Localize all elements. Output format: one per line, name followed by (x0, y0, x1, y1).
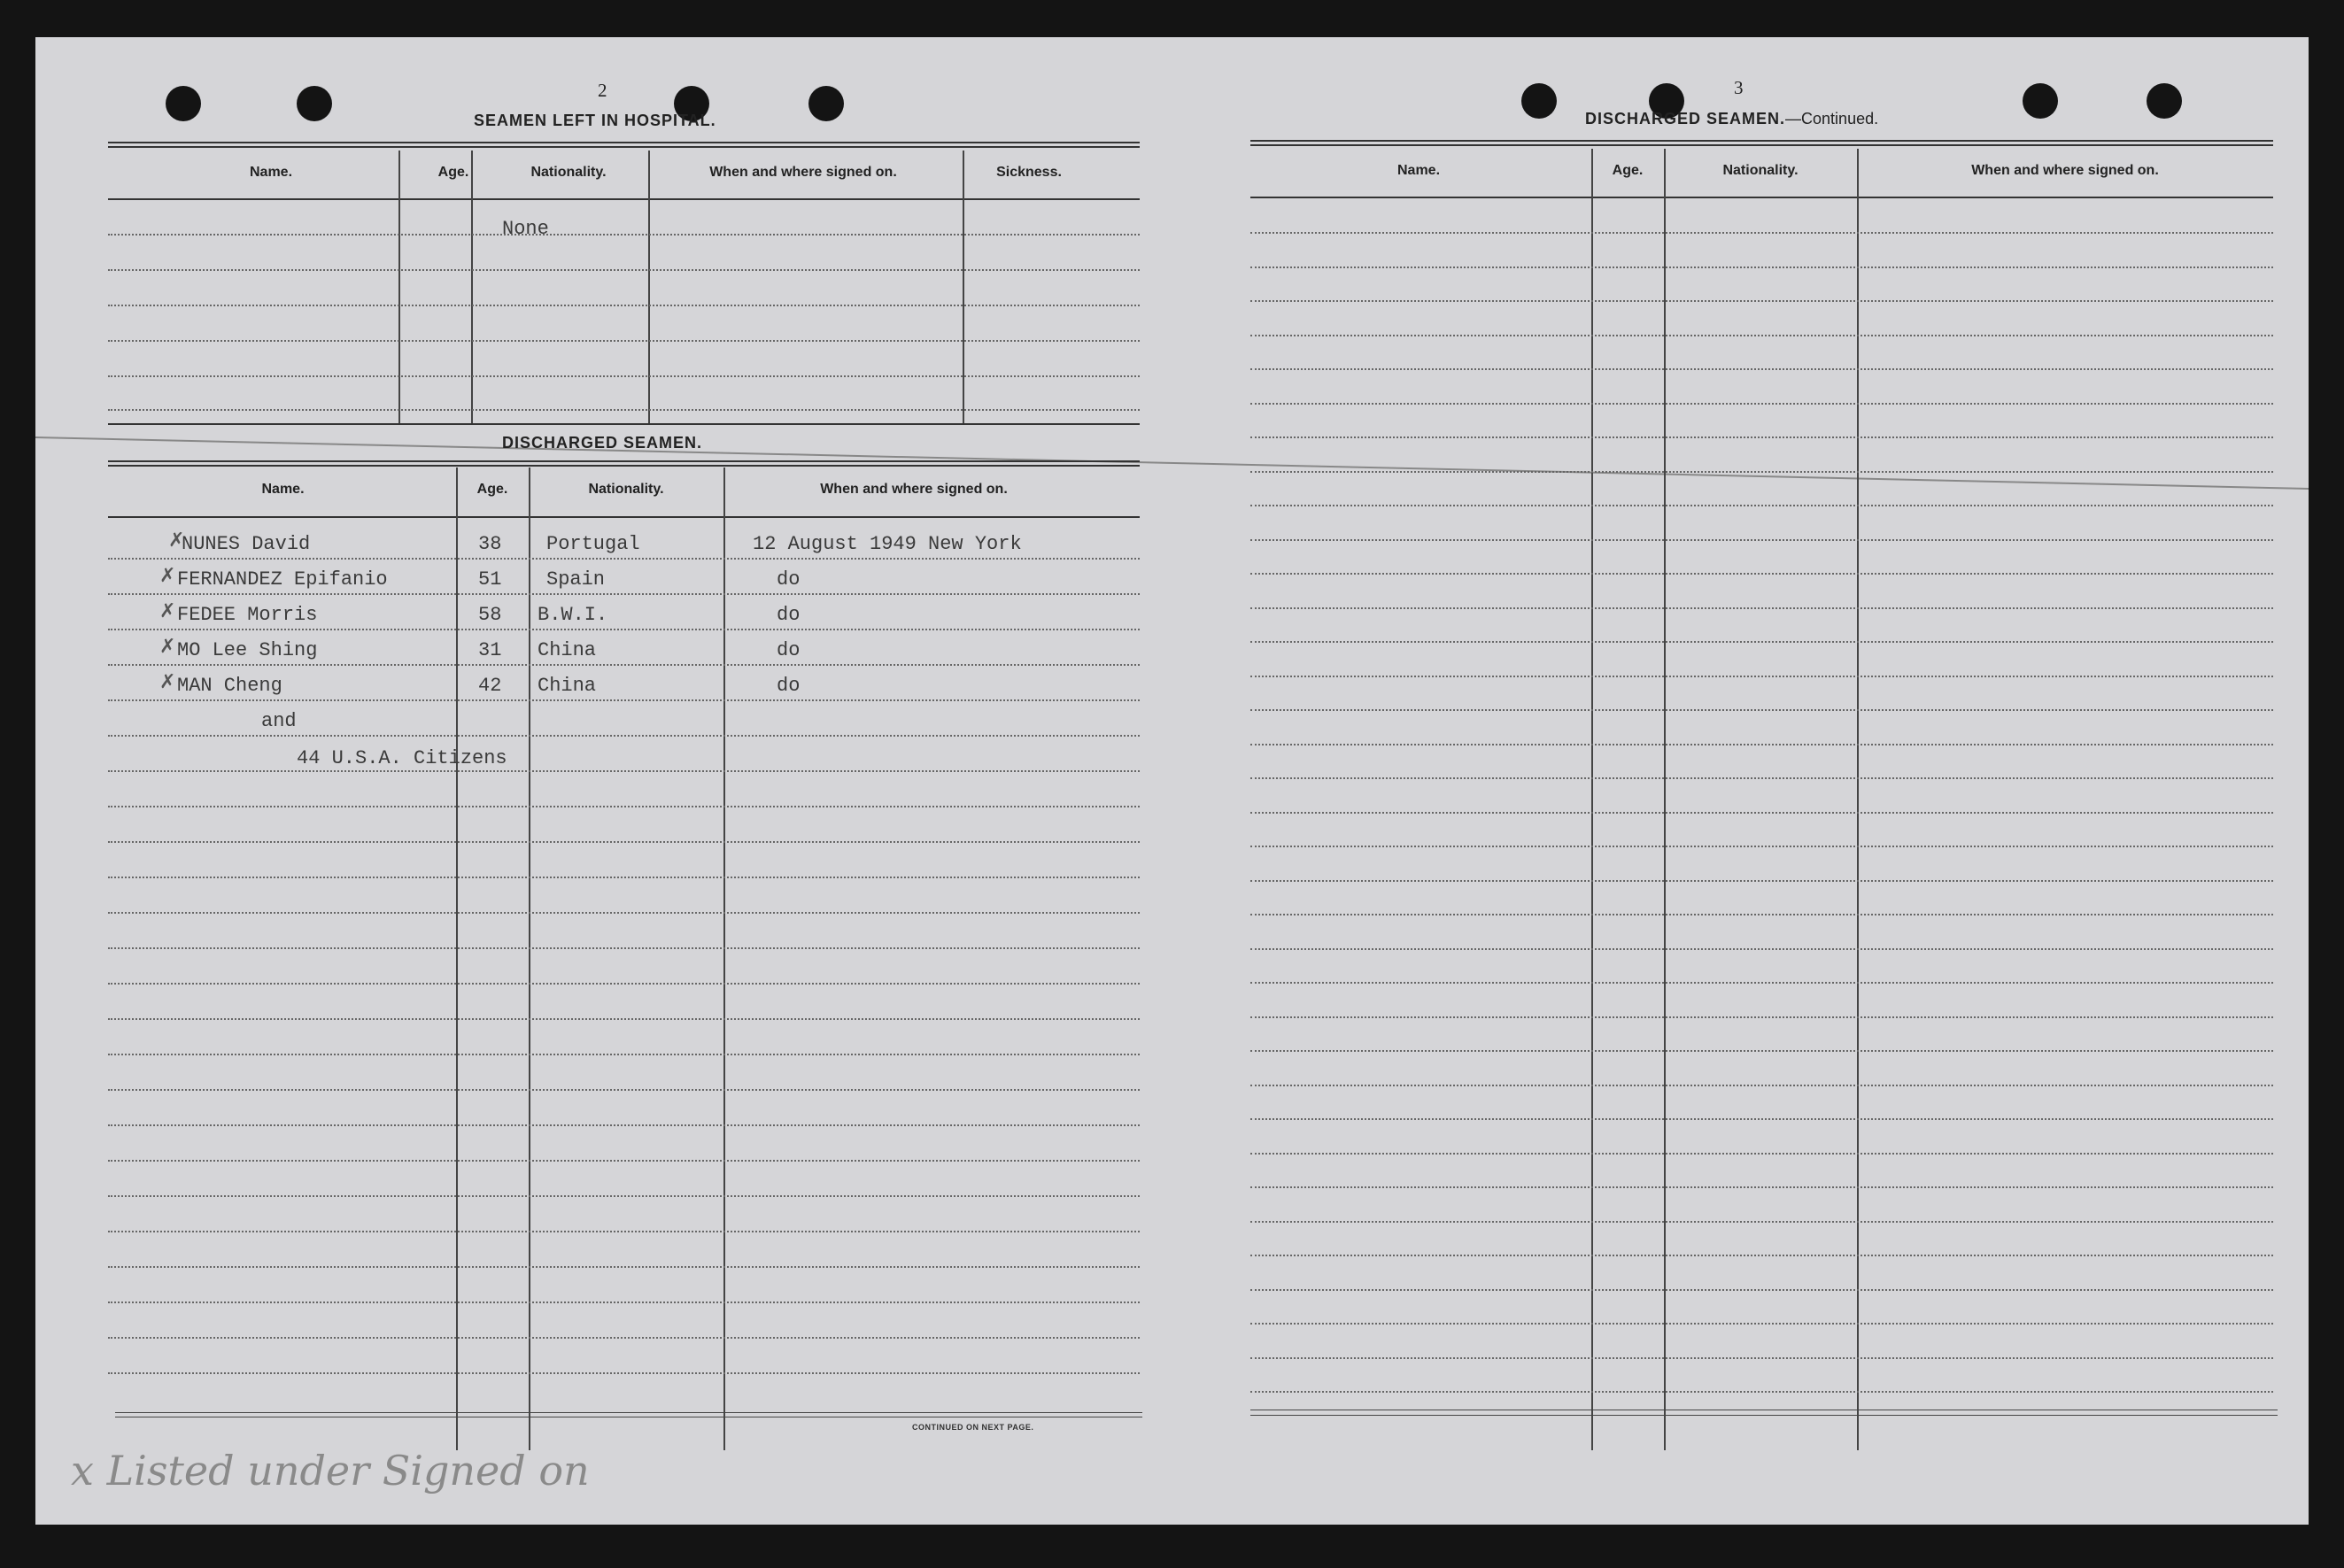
ruled-row-line (1250, 573, 2273, 575)
ruled-row-line (1250, 641, 2273, 643)
hospital-row-line (108, 234, 1140, 236)
hospital-col-divider (648, 151, 650, 425)
ruled-row-line (108, 593, 1140, 595)
hospital-col-divider (398, 151, 400, 425)
ruled-row-line (108, 841, 1140, 843)
hospital-col-divider (471, 151, 473, 425)
ruled-row-line (108, 629, 1140, 630)
right-header-rule (1250, 197, 2273, 198)
ruled-row-line (108, 1195, 1140, 1197)
ruled-row-line (1250, 232, 2273, 234)
ruled-row-line (1250, 505, 2273, 506)
discharged-table-top-rule (108, 460, 1140, 467)
seaman-nationality: China (538, 639, 597, 661)
ruled-row-line (1250, 709, 2273, 711)
ruled-row-line (108, 1266, 1140, 1268)
hospital-row-line (108, 375, 1140, 377)
seaman-age: 31 (478, 639, 502, 661)
seaman-age: 58 (478, 604, 502, 626)
ruled-row-line (108, 1089, 1140, 1091)
ruled-row-line (108, 558, 1140, 560)
hospital-header-rule (108, 198, 1140, 200)
seaman-signed-on: do (777, 639, 801, 661)
ruled-row-line (108, 1302, 1140, 1303)
seaman-age: 51 (478, 568, 502, 591)
hospital-row-line (108, 269, 1140, 271)
hospital-row-line (108, 340, 1140, 342)
seaman-nationality: Portugal (546, 533, 640, 555)
ruled-row-line (1250, 1255, 2273, 1256)
discharged-section-title: DISCHARGED SEAMEN. (502, 434, 703, 452)
ruled-row-line (1250, 335, 2273, 336)
ruled-row-line (1250, 948, 2273, 950)
ruled-row-line (1250, 266, 2273, 268)
seaman-age: 42 (478, 675, 502, 697)
ruled-row-line (1250, 1016, 2273, 1018)
seaman-name: MO Lee Shing (177, 639, 318, 661)
ruled-row-line (108, 1018, 1140, 1020)
seaman-signed-on: do (777, 675, 801, 697)
ruled-row-line (1250, 1153, 2273, 1155)
ruled-row-line (108, 1231, 1140, 1232)
ruled-row-line (1250, 982, 2273, 984)
seaman-nationality: Spain (546, 568, 606, 591)
hospital-col-age: Age. (437, 165, 469, 180)
ruled-row-line (1250, 1357, 2273, 1359)
ruled-row-line (1250, 812, 2273, 814)
ruled-row-line (1250, 539, 2273, 541)
ruled-row-line (1250, 1323, 2273, 1325)
right-section-title-text: DISCHARGED SEAMEN. (1585, 110, 1786, 127)
ruled-row-line (108, 735, 1140, 737)
ruled-row-line (108, 1337, 1140, 1339)
seaman-nationality: China (538, 675, 597, 697)
listed-check-mark: ✗ (168, 529, 185, 552)
discharged-col-name: Name. (261, 482, 305, 497)
listed-check-mark: ✗ (159, 671, 176, 693)
right-col-nationality: Nationality. (1722, 163, 1799, 178)
ruled-row-line (1250, 607, 2273, 609)
seaman-name: FEDEE Morris (177, 604, 318, 626)
left-page-number: 2 (598, 80, 607, 101)
ruled-row-line (1250, 368, 2273, 370)
ruled-row-line (108, 1372, 1140, 1374)
ruled-row-line (1250, 1289, 2273, 1291)
seaman-name: FERNANDEZ Epifanio (177, 568, 388, 591)
ruled-row-line (1250, 436, 2273, 438)
ruled-row-line (108, 806, 1140, 807)
ruled-row-line (108, 947, 1140, 949)
discharged-col-age: Age. (476, 482, 508, 497)
right-table-bottom-rule (1250, 1415, 2278, 1416)
ruled-row-line (1250, 676, 2273, 677)
hospital-none-entry: None (502, 218, 549, 240)
hospital-col-signed-on: When and where signed on. (709, 165, 897, 180)
right-col-age: Age. (1612, 163, 1644, 178)
ruled-row-line (1250, 471, 2273, 473)
listed-check-mark: ✗ (159, 565, 176, 587)
right-section-title-suffix: —Continued. (1785, 110, 1879, 127)
hospital-col-nationality: Nationality. (530, 165, 607, 180)
ruled-row-line (1250, 744, 2273, 745)
discharged-col-signed-on: When and where signed on. (820, 482, 1008, 497)
ruled-row-line (1250, 1118, 2273, 1120)
hospital-row-line (108, 305, 1140, 306)
and-line: and (261, 710, 297, 732)
ruled-row-line (108, 770, 1140, 772)
hospital-table-bottom-rule (108, 423, 1140, 425)
handwritten-note: x Listed under Signed on (71, 1447, 590, 1495)
citizens-line: 44 U.S.A. Citizens (297, 747, 507, 769)
ruled-row-line (1250, 846, 2273, 847)
ruled-row-line (108, 1160, 1140, 1162)
discharged-table-bottom-rule (115, 1412, 1142, 1413)
hospital-table-top-rule (108, 142, 1140, 148)
seaman-nationality: B.W.I. (538, 604, 608, 626)
ruled-row-line (108, 877, 1140, 878)
right-section-title (1585, 110, 1878, 128)
ruled-row-line (1250, 914, 2273, 915)
hospital-row-line (108, 409, 1140, 411)
ruled-row-line (1250, 1050, 2273, 1052)
seaman-name: MAN Cheng (177, 675, 282, 697)
seaman-name: NUNES David (182, 533, 311, 555)
ruled-row-line (108, 912, 1140, 914)
listed-check-mark: ✗ (159, 600, 176, 622)
document-sheet (35, 37, 2309, 1525)
seaman-age: 38 (478, 533, 502, 555)
ruled-row-line (108, 1124, 1140, 1126)
ruled-row-line (1250, 300, 2273, 302)
ruled-row-line (1250, 1085, 2273, 1086)
hospital-col-sickness: Sickness. (996, 165, 1062, 180)
ruled-row-line (1250, 1391, 2273, 1393)
ruled-row-line (1250, 880, 2273, 882)
hospital-section-title: SEAMEN LEFT IN HOSPITAL. (474, 112, 716, 129)
seaman-signed-on: do (777, 568, 801, 591)
right-col-name: Name. (1396, 163, 1441, 178)
right-col-signed-on: When and where signed on. (1971, 163, 2159, 178)
hospital-col-divider (963, 151, 964, 425)
discharged-header-rule (108, 516, 1140, 518)
hospital-col-name: Name. (249, 165, 293, 180)
ruled-row-line (1250, 1221, 2273, 1223)
right-table-top-rule (1250, 140, 2273, 146)
ruled-row-line (108, 664, 1140, 666)
discharged-col-nationality: Nationality. (588, 482, 664, 497)
ruled-row-line (1250, 1186, 2273, 1188)
listed-check-mark: ✗ (159, 636, 176, 658)
ruled-row-line (108, 1054, 1140, 1055)
ruled-row-line (108, 699, 1140, 701)
seaman-signed-on: 12 August 1949 New York (753, 533, 1022, 555)
ruled-row-line (108, 983, 1140, 985)
ruled-row-line (1250, 777, 2273, 779)
right-page-number: 3 (1734, 77, 1744, 98)
continued-footer: CONTINUED ON NEXT PAGE. (912, 1423, 1034, 1432)
ruled-row-line (1250, 403, 2273, 405)
seaman-signed-on: do (777, 604, 801, 626)
